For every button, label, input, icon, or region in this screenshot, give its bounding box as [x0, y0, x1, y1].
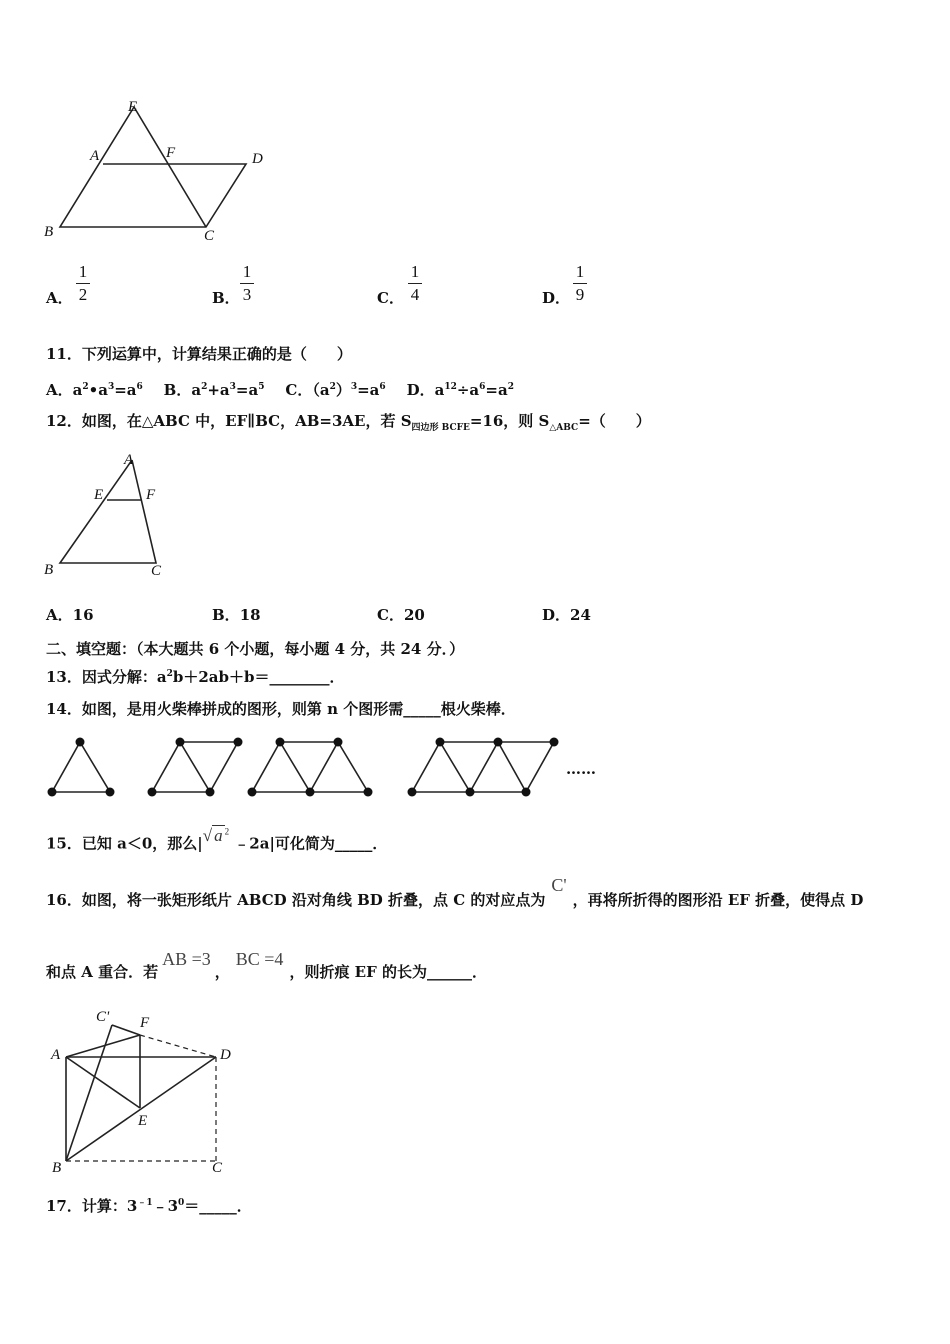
q10-option-a-label: A．: [46, 289, 73, 307]
figure-q12: [40, 452, 170, 582]
q10-option-b-label: B．: [212, 289, 240, 307]
label-C-prime: C': [96, 1009, 110, 1025]
q10-option-c-fraction: 1 4: [405, 262, 425, 305]
figure-q10-lines: [40, 96, 280, 246]
q11-option-c: C．$(a^2)^3=a^6$: [285, 381, 386, 399]
q12-stem: 12．如图，在△ABC 中，EF∥BC，AB=3AE，若 $S_{四边形 BCFE}=16$，则 $S_{\triangle ABC}=$（ ）: [46, 412, 651, 433]
figure-q10: [40, 96, 280, 246]
q17-stem: 17．计算：$3^{﹣1}﹣3^0=\_\_\_\_\_$．: [46, 1197, 252, 1215]
q11-option-d: D．$a^{12}\div a^6=a^2$: [406, 381, 514, 399]
q12-option-c: C．20: [377, 606, 425, 624]
q10-option-d-label: D．: [542, 289, 571, 307]
label-A: A: [51, 1047, 61, 1063]
q13-stem: 13．因式分解：$a^2b+2ab+b=\_\_\_\_\_\_\_\_$．: [46, 668, 345, 686]
label-A: A: [90, 148, 100, 164]
ab-equation: AB =3: [162, 949, 211, 969]
q10-option-d-fraction: 1 9: [570, 262, 590, 305]
label-F: F: [166, 145, 176, 161]
q16-line2: 和点 A 重合．若AB =3，BC =4，则折痕 EF 的长为______．: [46, 949, 487, 981]
label-E: E: [128, 99, 138, 115]
q12-option-d: D．24: [542, 606, 591, 624]
label-F: F: [146, 487, 156, 503]
figure-q14: [0, 730, 620, 810]
q14-stem: 14．如图，是用火柴棒拼成的图形，则第 n 个图形需_____根火柴棒．: [46, 700, 516, 718]
q16-line1: 16．如图，将一张矩形纸片 ABCD 沿对角线 BD 折叠，点 C 的对应点为C'，再将所折得的图形沿 EF 折叠，使得点 D: [46, 875, 864, 909]
label-C: C: [204, 228, 215, 244]
label-D: D: [252, 151, 263, 167]
label-B: B: [44, 224, 54, 240]
figure-q16-lines: [40, 1005, 250, 1185]
q11-option-b: B．$a^2+a^3=a^5$: [163, 381, 265, 399]
q15-stem: 15．已知 a＜0，那么|√ a $^2$ ﹣2a|可化简为_____．: [46, 825, 388, 853]
label-C: C: [151, 563, 162, 579]
label-E: E: [138, 1113, 148, 1129]
c-prime-symbol: C': [551, 875, 567, 895]
label-E: E: [94, 487, 104, 503]
bc-equation: BC =4: [235, 949, 284, 969]
label-B: B: [52, 1160, 62, 1176]
label-B: B: [44, 562, 54, 578]
q11-stem: 11．下列运算中，计算结果正确的是（ ）: [46, 345, 352, 363]
q10-option-a-fraction: 1 2: [73, 262, 93, 305]
label-C: C: [212, 1160, 223, 1176]
q14-ellipsis: ……: [566, 760, 596, 778]
label-D: D: [220, 1047, 231, 1063]
section-2-heading: 二、填空题：（本大题共 6 个小题，每小题 4 分，共 24 分．）: [46, 640, 465, 658]
label-A: A: [124, 452, 134, 468]
q11-option-a: A．$a^2•a^3=a^6$: [46, 381, 143, 399]
q10-option-b-fraction: 1 3: [237, 262, 257, 305]
figure-q16: [40, 1005, 250, 1185]
sqrt-expression: √ a $^2$: [202, 825, 230, 845]
q11-options: [46, 378, 514, 399]
figure-q14-matchsticks: [0, 730, 620, 810]
q12-option-a: A．16: [46, 606, 94, 624]
q12-option-b: B．18: [212, 606, 261, 624]
q10-option-c-label: C．: [377, 289, 404, 307]
label-F: F: [140, 1015, 150, 1031]
